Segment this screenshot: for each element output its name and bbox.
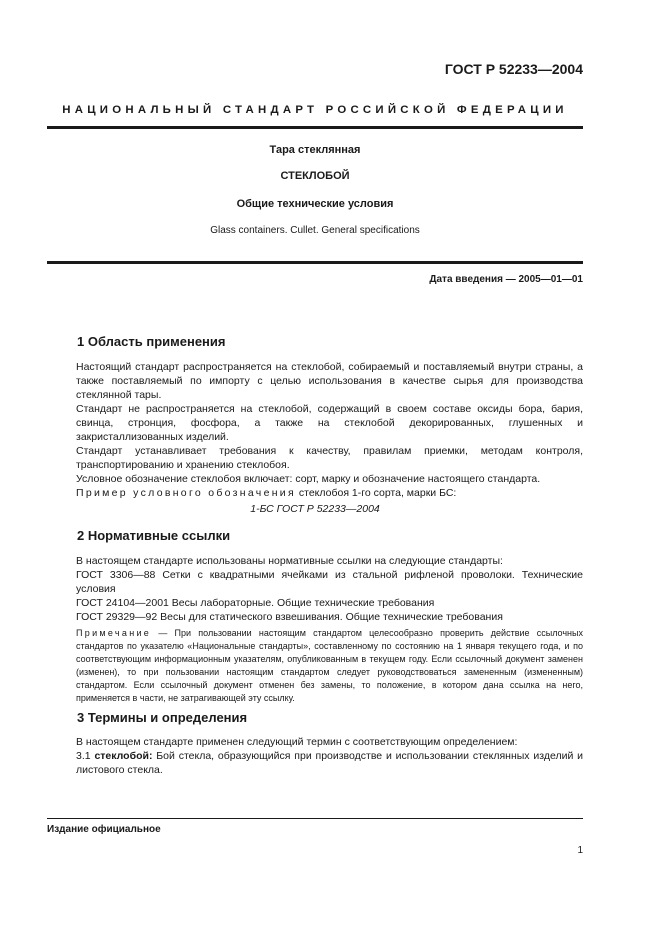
section-3-intro: В настоящем стандарте применен следующий термин с соответствующим определением:: [76, 736, 518, 748]
title-line-1: Тара стеклянная: [269, 144, 361, 156]
reference-gost-24104: ГОСТ 24104—2001 Весы лабораторные. Общие технические требования: [76, 597, 435, 609]
section-2-heading: 2 Нормативные ссылки: [77, 528, 231, 543]
reference-gost-29329: ГОСТ 29329—92 Весы для статического взвешивания. Общие технические требования: [76, 611, 503, 623]
document-number: ГОСТ Р 52233—2004: [444, 61, 583, 77]
term-definition: Бой стекла, образующийся при производстве и использовании стеклянных изделий и листового стекла.: [76, 750, 584, 776]
note-label: Примечание: [76, 628, 152, 638]
title-line-2: СТЕКЛОБОЙ: [280, 170, 350, 182]
section-1-heading: 1 Область применения: [77, 334, 226, 349]
top-rule: [47, 126, 583, 129]
section-1-example-line: [47, 486, 612, 500]
section-3-heading: 3 Термины и определения: [77, 710, 248, 725]
official-edition-label: Издание официальное: [47, 824, 161, 835]
section-1-paragraph-4: Условное обозначение стеклобоя включает: сорт, марку и обозначение настоящего стандарта.: [76, 473, 541, 485]
references-note: [47, 627, 583, 705]
page-number: 1: [577, 845, 583, 856]
term-number: 3.1: [76, 750, 95, 762]
term-definition-3-1: [47, 749, 583, 777]
footer-rule: [47, 818, 583, 819]
term-name: стеклобой:: [94, 750, 153, 762]
section-1-paragraph-2: Стандарт не распространяется на стеклобой, содержащий в своем составе оксиды бора, бария, свинца, стронция, фосфора, а также на стеклобой декорированных, глушенных и закристаллизованных изделий.: [76, 403, 583, 443]
section-1-paragraph-3: Стандарт устанавливает требования к качеству, правилам приемки, методам контроля, транспортированию и хранению стеклобоя.: [76, 445, 583, 471]
national-standard-banner: НАЦИОНАЛЬНЫЙ СТАНДАРТ РОССИЙСКОЙ ФЕДЕРАЦИИ: [62, 104, 568, 116]
title-english: Glass containers. Cullet. General specifications: [210, 225, 420, 236]
section-1-paragraph-1: Настоящий стандарт распространяется на стеклобой, собираемый и поставляемый внутри страны, а также поставляемый по импорту с целью использования в качестве сырья для производства стеклянной тары.: [76, 361, 583, 401]
reference-gost-3306: ГОСТ 3306—88 Сетки с квадратными ячейками из стальной рифленой проволоки. Технические условия: [76, 569, 583, 595]
section-2-intro: В настоящем стандарте использованы нормативные ссылки на следующие стандарты:: [76, 555, 503, 567]
designation-example: 1-БС ГОСТ Р 52233—2004: [250, 503, 380, 515]
example-text: стеклобоя 1-го сорта, марки БС:: [295, 487, 457, 499]
introduction-date: Дата введения — 2005—01—01: [429, 274, 583, 285]
title-line-3: Общие технические условия: [236, 198, 394, 210]
note-text: — При пользовании настоящим стандартом целесообразно проверить действие ссылочных стандартов по указателю «Национальные стандарты», составленному по состоянию на 1 января текущего года, и по соответствующим информационным указателям, опубликованным в текущем году. Если ссылочный документ заменен (изменен), то при пользовании настоящим стандартом следует руководствоваться замененным (измененным) стандартом. Если ссылочный документ отменен без замены, то положение, в котором дана ссылка на него, применяется в части, не затрагивающей эту ссылку.: [76, 628, 583, 703]
example-label: Пример условного обозначения: [76, 487, 296, 499]
bottom-rule: [47, 261, 583, 264]
